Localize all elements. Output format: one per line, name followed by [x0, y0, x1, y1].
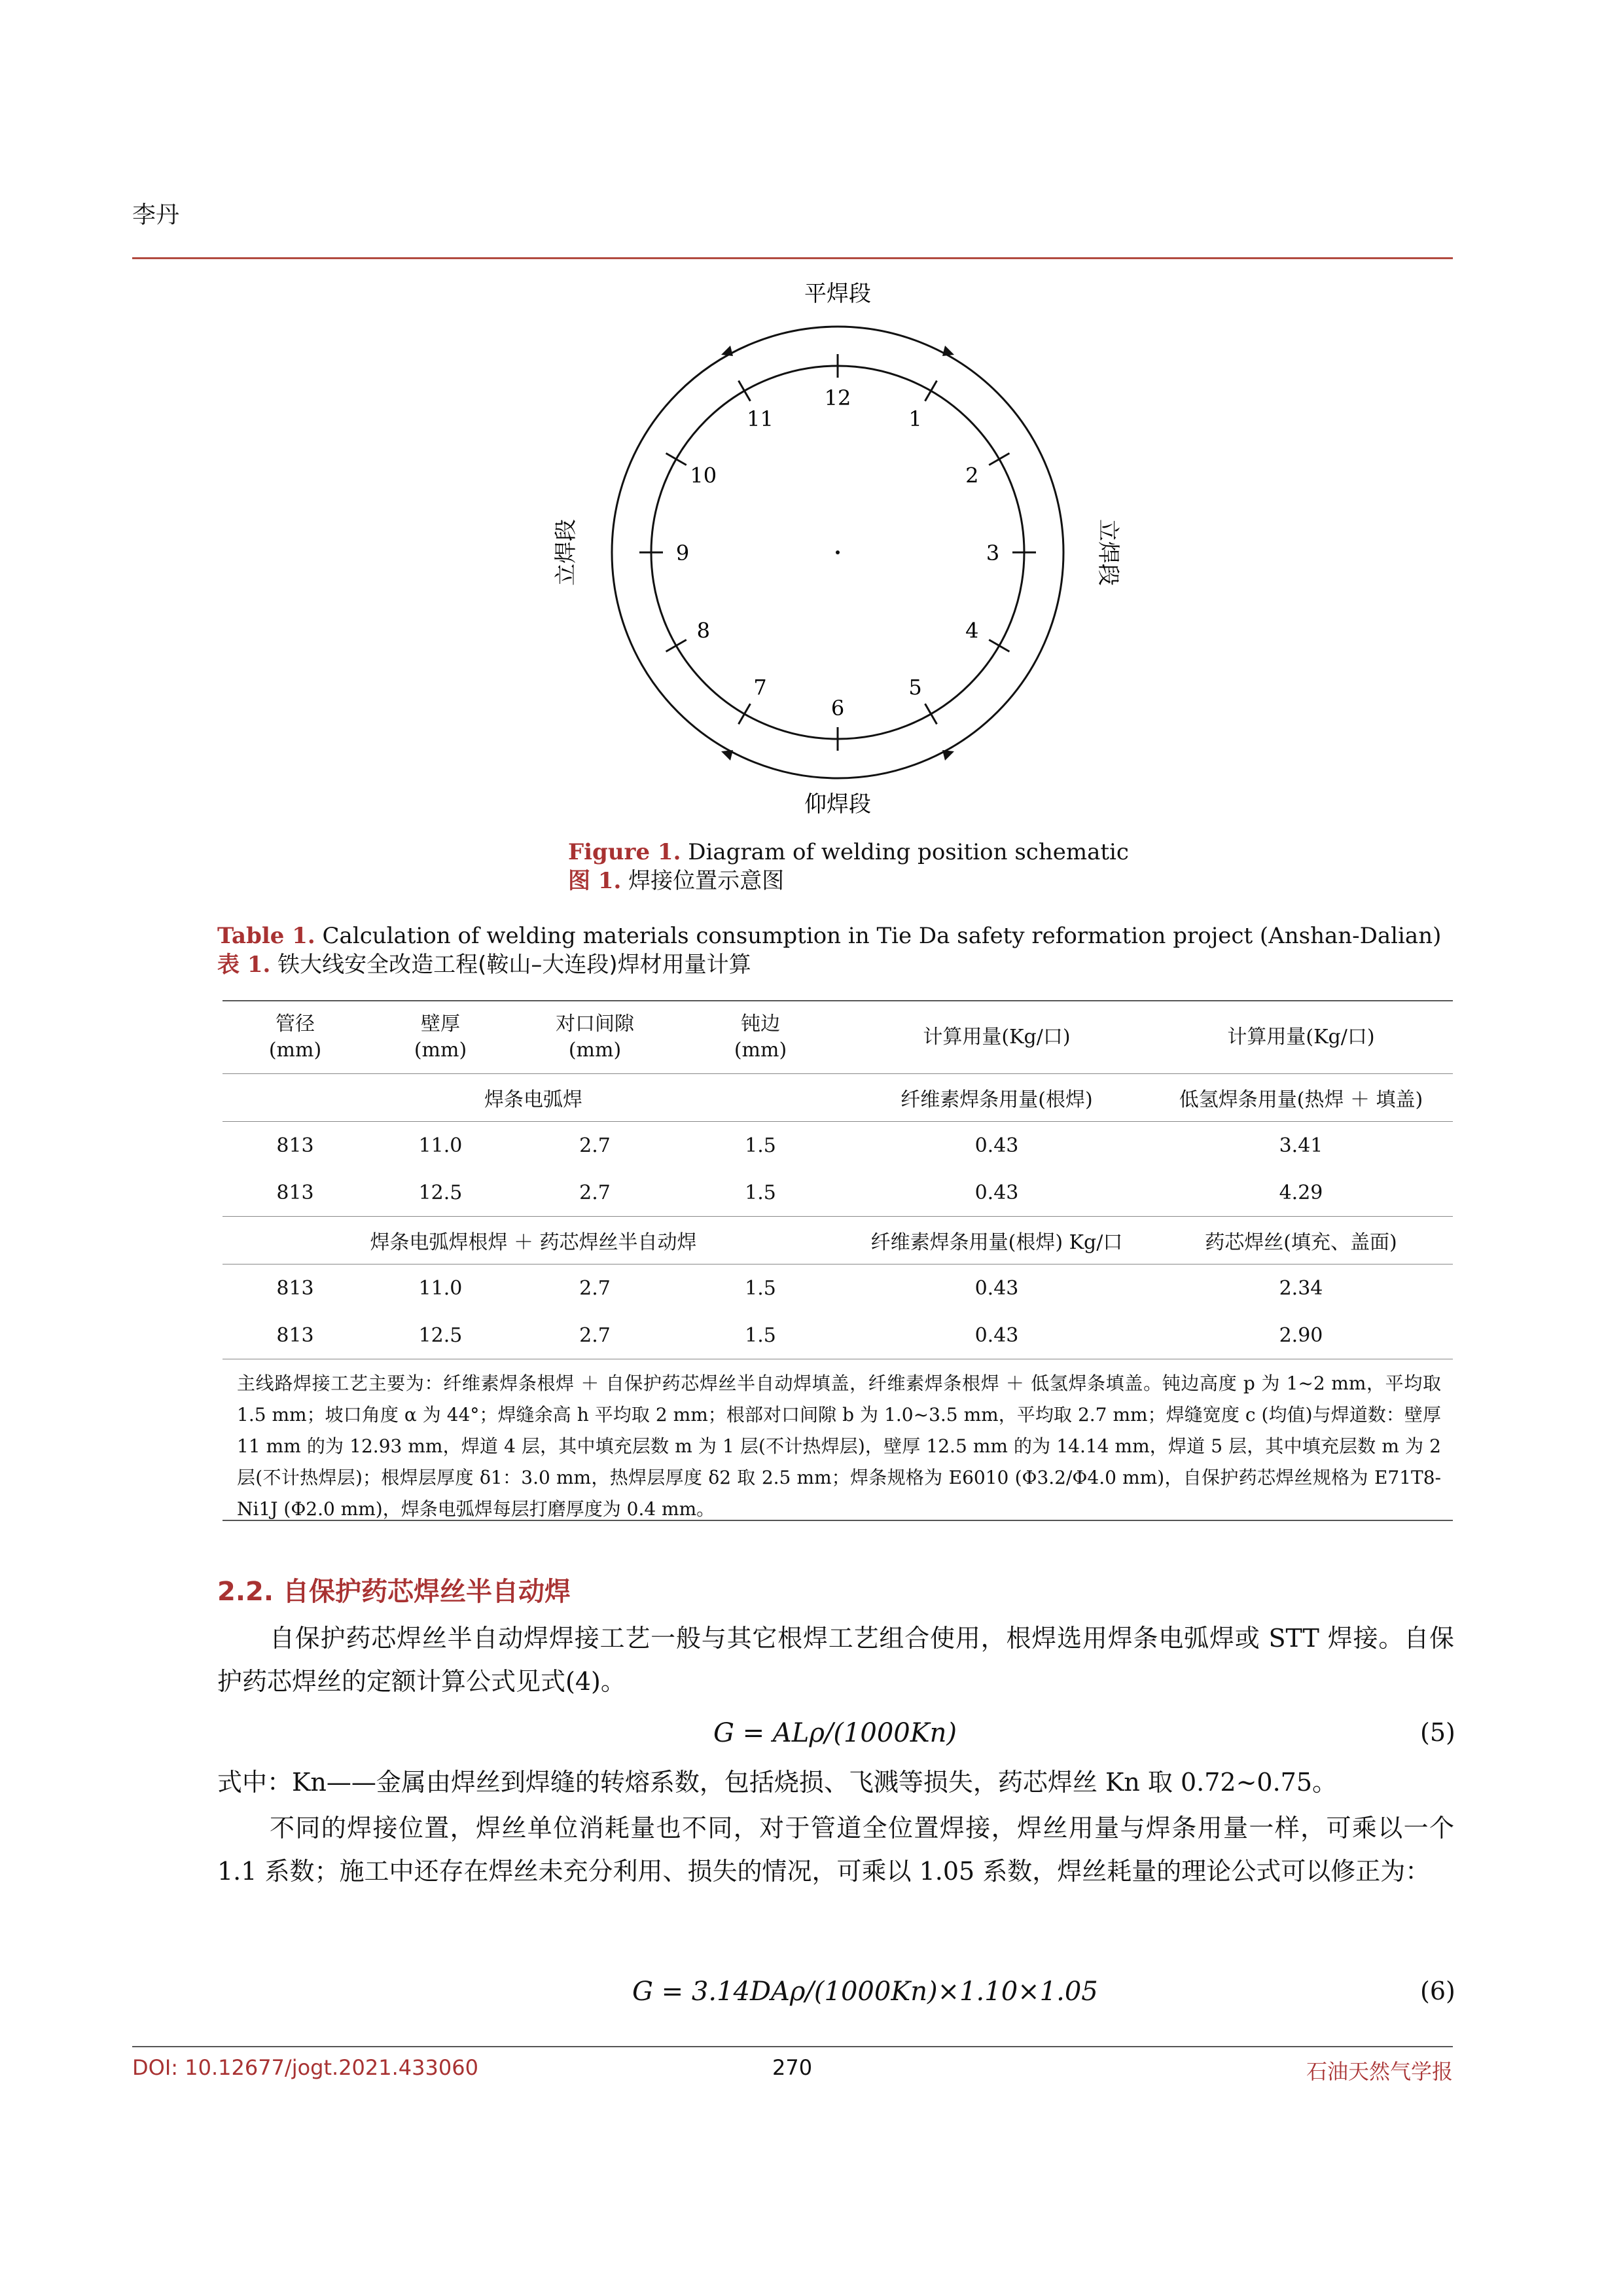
arrow-bottom-right [942, 750, 954, 761]
header-rule [132, 257, 1453, 259]
bottom-position-label: 仰焊段 [804, 791, 871, 817]
clock-tick-8 [666, 640, 687, 652]
header-calc-amount-2: 计算用量(Kg/口) [1227, 1026, 1375, 1049]
table-row: 813 12.5 2.7 1.5 0.43 2.90 [276, 1323, 1323, 1347]
clock-label-6: 6 [830, 696, 845, 721]
equation-5-number: (5) [1420, 1718, 1455, 1747]
header-pipe-diameter: 管径 (mm) [268, 1013, 322, 1062]
left-position-label: 立焊段 [553, 519, 579, 586]
table-caption-zh-text: 铁大线安全改造工程(鞍山–大连段)焊材用量计算 [277, 952, 751, 978]
table-note: 主线路焊接工艺主要为：纤维素焊条根焊 ＋ 自保护药芯焊丝半自动焊填盖，纤维素焊条根焊 ＋ 低氢焊条填盖。钝边高度 p 为 1~2 mm，平均取 1.5 mm；坡口角度 α 为 44°；焊缝余高 h 平均取 2 mm；根部对口间隙 b 为 1.0~3.5 mm，平均取 2.7 mm；焊缝宽度 c (均值)与焊道数：壁厚 11 mm 的为 12.93 mm，焊道 4 层，其中填充层数 m 为 1 层(不计热焊层)，壁厚 12.5 mm 的为 14.14 mm，焊道 5 层，其中填充层数 m 为 2 层(不计热焊层)；根焊层厚度 δ1：3.0 mm，热焊层厚度 δ2 取 2.5 mm；焊条规格为 E6010 (Φ3.2/Φ4.0 mm)，自保护药芯焊丝规格为 E71T8-Ni1J (Φ2.0 mm)，焊条电弧焊每层打磨厚度为 0.4 mm。 [237, 1372, 1441, 1520]
page-number: 270 [772, 2055, 813, 2080]
welding-position-diagram [510, 268, 1121, 831]
arrow-top-right [942, 346, 954, 356]
header-root-face: 钝边 (mm) [734, 1013, 787, 1062]
figure-caption-zh-text: 焊接位置示意图 [628, 868, 785, 894]
clock-label-10: 10 [690, 463, 717, 488]
section2-col5: 纤维素焊条用量(根焊) Kg/口 [870, 1231, 1123, 1254]
clock-label-8: 8 [696, 618, 710, 643]
equation-5: G = ALρ/(1000Kn) [713, 1718, 957, 1748]
table-caption [217, 922, 1441, 979]
clock-label-3: 3 [986, 541, 1000, 565]
footer-doi[interactable]: DOI: 10.12677/jogt.2021.433060 [132, 2055, 478, 2080]
table-caption-en-text: Calculation of welding materials consumption in Tie Da safety reformation project (Anshan-Dalian) [322, 923, 1442, 949]
table-row: 813 11.0 2.7 1.5 0.43 3.41 [223, 1122, 1453, 1170]
section1-header-row [223, 1074, 1453, 1122]
section1-method: 焊条电弧焊 [484, 1088, 582, 1111]
footer-rule [132, 2046, 1453, 2047]
table-bottom-rule [223, 1520, 1453, 1521]
right-position-label: 立焊段 [1095, 519, 1121, 586]
clock-label-9: 9 [675, 541, 690, 565]
journal-name: 石油天然气学报 [1306, 2059, 1453, 2084]
section1-col5: 纤维素焊条用量(根焊) [901, 1088, 1093, 1111]
section2-method: 焊条电弧焊根焊 ＋ 药芯焊丝半自动焊 [370, 1231, 697, 1254]
clock-tick-11 [739, 381, 751, 401]
clock-tick-4 [989, 640, 1009, 652]
paragraph-1: 自保护药芯焊丝半自动焊焊接工艺一般与其它根焊工艺组合使用，根焊选用焊条电弧焊或 STT 焊接。自保护药芯焊丝的定额计算公式见式(4)。 [217, 1624, 1454, 1696]
top-position-label: 平焊段 [804, 281, 871, 307]
figure-caption-zh-num: 图 1. [568, 868, 622, 894]
clock-label-5: 5 [908, 675, 922, 700]
header-root-gap: 对口间隙 (mm) [556, 1013, 634, 1062]
arrow-bottom-left [721, 750, 733, 761]
table-row: 813 11.0 2.7 1.5 0.43 2.34 [223, 1265, 1453, 1312]
center-dot [836, 550, 840, 554]
header-wall-thickness: 壁厚 (mm) [414, 1013, 467, 1062]
clock-tick-1 [925, 381, 937, 401]
author-name: 李丹 [132, 202, 180, 228]
table-header-row [223, 1001, 1453, 1074]
clock-label-11: 11 [747, 406, 774, 431]
equation-6: G = 3.14DAρ/(1000Kn)×1.10×1.05 [632, 1977, 1098, 2007]
clock-label-7: 7 [753, 675, 767, 700]
clock-label-1: 1 [908, 406, 922, 431]
equation-6-number: (6) [1420, 1977, 1455, 2005]
clock-label-4: 4 [965, 618, 979, 643]
figure-caption-en-num: Figure 1. [568, 839, 681, 865]
clock-tick-5 [925, 704, 937, 724]
section2-col6: 药芯焊丝(填充、盖面) [1205, 1231, 1397, 1254]
clock-tick-10 [666, 454, 687, 465]
clock-label-12: 12 [824, 386, 851, 410]
header-calc-amount-1: 计算用量(Kg/口) [923, 1026, 1071, 1049]
table-row: 813 12.5 2.7 1.5 0.43 4.29 [276, 1181, 1323, 1204]
table-caption-en-num: Table 1. [217, 923, 315, 949]
consumption-table [223, 1000, 1453, 1359]
arrow-top-left [721, 346, 733, 356]
paragraph-2: 式中：Kn——金属由焊丝到焊缝的转熔系数，包括烧损、飞溅等损失，药芯焊丝 Kn 取 0.72~0.75。 [217, 1768, 1338, 1797]
table-caption-zh-num: 表 1. [217, 952, 271, 978]
clock-tick-7 [739, 704, 751, 724]
section1-col6: 低氢焊条用量(热焊 ＋ 填盖) [1179, 1088, 1423, 1111]
clock-label-2: 2 [965, 463, 979, 488]
section2-header-row [223, 1217, 1453, 1265]
clock-tick-2 [989, 454, 1009, 465]
section-heading: 2.2. 自保护药芯焊丝半自动焊 [217, 1577, 571, 1607]
figure-caption-en-text: Diagram of welding position schematic [688, 839, 1129, 865]
paragraph-3: 不同的焊接位置，焊丝单位消耗量也不同，对于管道全位置焊接，焊丝用量与焊条用量一样，可乘以一个 1.1 系数；施工中还存在焊丝未充分利用、损失的情况，可乘以 1.05 系数，焊丝耗量的理论公式可以修正为： [217, 1814, 1454, 1886]
figure-caption [568, 838, 1129, 895]
